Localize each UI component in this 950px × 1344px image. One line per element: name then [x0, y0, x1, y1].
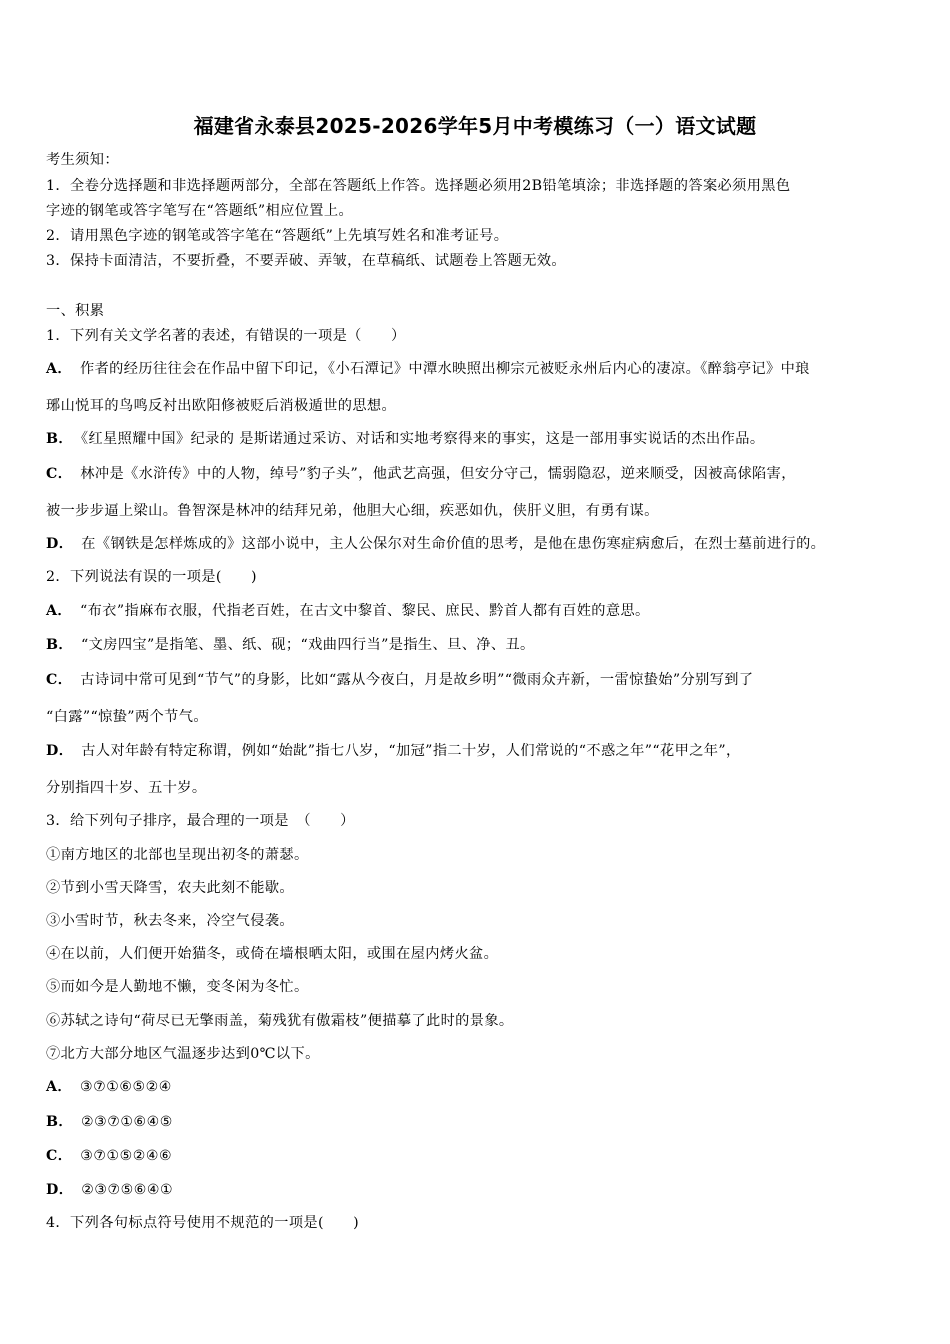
option-c [46, 670, 753, 690]
option-text: 作者的经历往往会在作品中留下印记，《小石潭记》中潭水映照出柳宗元被贬永州后内心的凄凉。《醉翁亭记》中琅 [80, 361, 810, 377]
option-letter: A． [46, 1079, 72, 1095]
notice-heading: 考生须知： [46, 152, 119, 168]
option-letter: D． [46, 1182, 74, 1198]
notice-line: 1．全卷分选择题和非选择题两部分，全部在答题纸上作答。选择题必须用2B铅笔填涂；非选择题的答案必须用黑色 [46, 178, 791, 194]
option-letter: D． [46, 743, 74, 759]
option-letter: B． [46, 637, 73, 653]
option-c [46, 1146, 172, 1166]
notice-line: 字迹的钢笔或答字笔写在“答题纸”相应位置上。 [46, 203, 354, 219]
option-c [46, 464, 796, 484]
option-text: “文房四宝”是指笔、墨、纸、砚；“戏曲四行当”是指生、旦、净、丑。 [80, 637, 535, 653]
sentence-item: ③小雪时节，秋去冬来，冷空气侵袭。 [46, 913, 294, 929]
option-d [46, 741, 741, 761]
option-letter: B． [46, 1114, 73, 1130]
option-text: 在《钢铁是怎样炼成的》这部小说中，主人公保尔对生命价值的思考，是他在患伤寒症病愈后，在烈士墓前进行的。 [81, 536, 826, 552]
option-b [46, 429, 764, 449]
sentence-item: ⑤而如今是人勤地不懒，变冬闲为冬忙。 [46, 979, 309, 995]
option-text: ②③⑦⑤⑥④① [81, 1182, 174, 1198]
question-stem: 3．给下列句子排序，最合理的一项是 （ ） [46, 813, 355, 829]
question-stem: 1．下列有关文学名著的表述，有错误的一项是（ ） [46, 328, 406, 344]
option-a [46, 1077, 172, 1097]
option-continuation: 琊山悦耳的鸟鸣反衬出欧阳修被贬后消极遁世的思想。 [46, 398, 397, 414]
option-b [46, 1112, 173, 1132]
notice-line: 2．请用黑色字迹的钢笔或答字笔在“答题纸”上先填写姓名和准考证号。 [46, 228, 509, 244]
option-a [46, 601, 650, 621]
option-text: 古诗词中常可见到“节气”的身影，比如“露从今夜白，月是故乡明”“微雨众卉新，一雷惊蛰始”分别写到了 [80, 672, 754, 688]
option-continuation: 分别指四十岁、五十岁。 [46, 780, 207, 796]
option-b [46, 635, 535, 655]
page-title: 福建省永泰县2025-2026学年5月中考模练习（一）语文试题 [193, 114, 757, 138]
option-text: 古人对年龄有特定称谓，例如“始龀”指七八岁，“加冠”指二十岁，人们常说的“不惑之年”“花甲之年”， [81, 743, 741, 759]
option-letter: C． [46, 1148, 73, 1164]
section-heading: 一、积累 [46, 303, 105, 319]
question-stem: 2．下列说法有误的一项是( ) [46, 569, 257, 585]
option-letter: A． [46, 361, 72, 377]
option-letter: C． [46, 466, 73, 482]
question-stem: 4．下列各句标点符号使用不规范的一项是( ) [46, 1215, 360, 1231]
option-letter: B． [46, 431, 73, 447]
option-letter: D． [46, 536, 74, 552]
option-text: ②③⑦①⑥④⑤ [80, 1114, 173, 1130]
option-continuation: “白露”“惊蛰”两个节气。 [46, 709, 208, 725]
sentence-item: ⑥苏轼之诗句“荷尽已无擎雨盖，菊残犹有傲霜枝”便描摹了此时的景象。 [46, 1013, 514, 1029]
option-d [46, 1180, 173, 1200]
option-text: “布衣”指麻布衣服，代指老百姓，在古文中黎首、黎民、庶民、黔首人都有百姓的意思。 [80, 603, 650, 619]
option-continuation: 被一步步逼上梁山。鲁智深是林冲的结拜兄弟，他胆大心细，疾恶如仇，侠肝义胆，有勇有谋。 [46, 503, 659, 519]
sentence-item: ⑦北方大部分地区气温逐步达到0℃以下。 [46, 1046, 320, 1062]
sentence-item: ①南方地区的北部也呈现出初冬的萧瑟。 [46, 847, 309, 863]
notice-line: 3．保持卡面清洁，不要折叠，不要弄破、弄皱，在草稿纸、试题卷上答题无效。 [46, 253, 566, 269]
option-a [46, 359, 810, 379]
option-text: 《红星照耀中国》纪录的 是斯诺通过采访、对话和实地考察得来的事实，这是一部用事实说话的杰出作品。 [80, 431, 765, 447]
sentence-item: ④在以前，人们便开始猫冬，或倚在墙根晒太阳，或围在屋内烤火盆。 [46, 946, 499, 962]
option-d [46, 534, 825, 554]
sentence-item: ②节到小雪天降雪，农夫此刻不能歇。 [46, 880, 294, 896]
option-letter: A． [46, 603, 72, 619]
option-text: ③⑦①⑤②④⑥ [80, 1148, 173, 1164]
option-letter: C． [46, 672, 73, 688]
option-text: ③⑦①⑥⑤②④ [80, 1079, 172, 1095]
option-text: 林冲是《水浒传》中的人物，绰号”豹子头”，他武艺高强，但安分守己，懦弱隐忍，逆来顺受，因被高俅陷害， [80, 466, 796, 482]
